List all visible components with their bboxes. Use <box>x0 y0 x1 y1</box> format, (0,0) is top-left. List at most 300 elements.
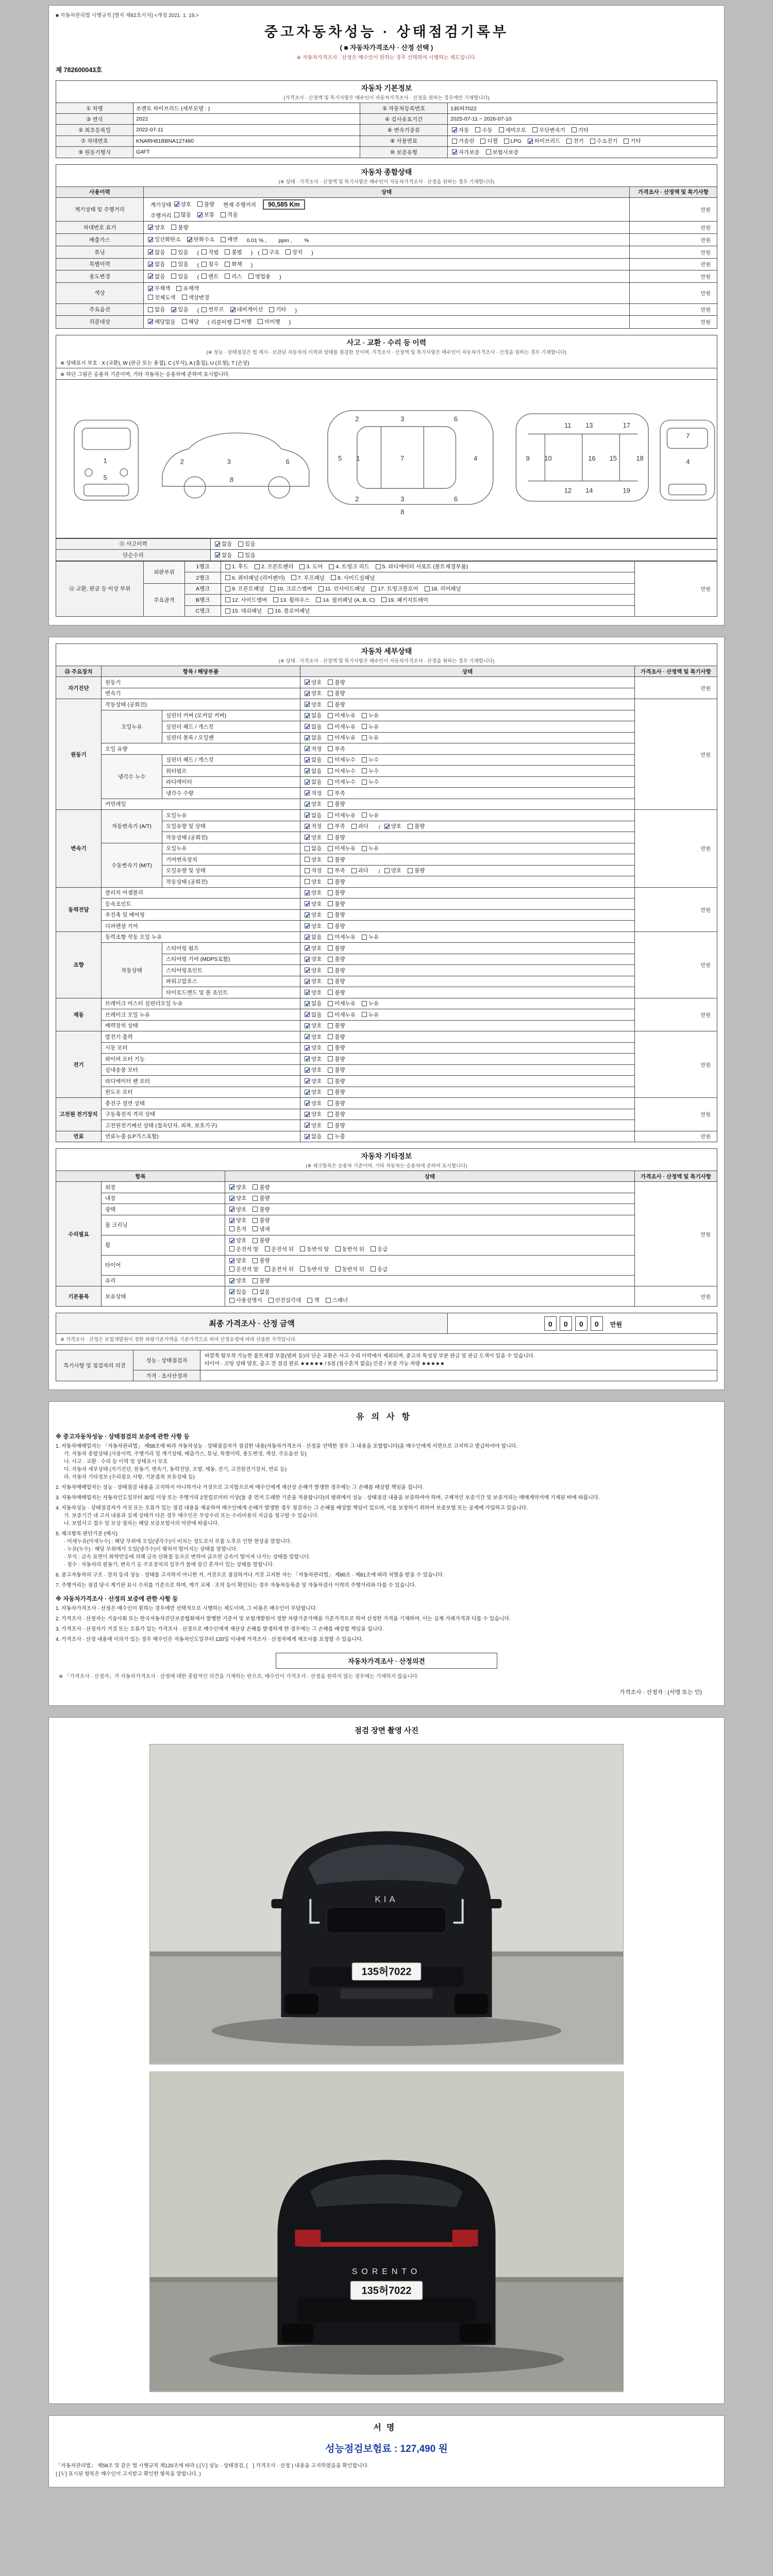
checkbox-없음[interactable] <box>253 1288 270 1296</box>
checkbox-13. 휠하우스[interactable] <box>273 596 310 604</box>
checkbox-label: 화재 <box>231 261 242 267</box>
accident-history-state <box>211 538 717 550</box>
checkbox-수동[interactable] <box>475 126 492 134</box>
checkbox-흔적[interactable] <box>229 1225 246 1233</box>
checkbox-잭[interactable] <box>307 1296 319 1304</box>
checkbox-불량[interactable] <box>328 689 345 697</box>
detail-state-cell <box>300 721 635 733</box>
car-brand-badge: KIA <box>375 1894 398 1905</box>
checkbox-불량[interactable] <box>328 989 345 996</box>
checkbox-없음[interactable] <box>305 999 322 1007</box>
checkbox-양호[interactable] <box>305 1077 322 1085</box>
checkbox-없음[interactable] <box>305 767 322 775</box>
checkbox-불법[interactable] <box>225 248 242 256</box>
checkbox-자동[interactable] <box>452 126 469 134</box>
checkbox-양호[interactable] <box>174 200 191 208</box>
checkbox-양호[interactable] <box>305 1055 322 1063</box>
checkbox-불량[interactable] <box>328 1122 345 1129</box>
price-opinion-note: ※ 「가격조사 · 산정자」가 자동차가격조사 · 산정에 대한 종합적인 의견을 기재하는 란으로, 매수인이 가격조사 · 산정을 원하지 않는 경우에는 기재하지 않습니다. <box>59 1674 419 1680</box>
checkbox-자가보증[interactable] <box>452 148 480 156</box>
checkbox-8. 사이드실패널[interactable] <box>331 574 375 582</box>
checkbox-불량[interactable] <box>328 977 345 985</box>
checkbox-누수[interactable] <box>362 778 379 786</box>
checkbox-18. 리어패널[interactable] <box>425 585 461 592</box>
checkbox-디젤[interactable] <box>480 137 497 145</box>
checkbox-전기[interactable] <box>566 137 583 145</box>
overall-state-cell <box>144 233 630 246</box>
checkbox-6. 쿼터패널 (리어펜더)[interactable] <box>225 574 285 582</box>
checkbox-미세누수[interactable] <box>328 778 356 786</box>
checkbox-냄새[interactable] <box>253 1225 270 1233</box>
checkbox-불량[interactable] <box>253 1236 270 1244</box>
checkbox-세미오토[interactable] <box>499 126 527 134</box>
accident-history-table <box>56 538 717 561</box>
checkbox-없음[interactable] <box>148 248 165 256</box>
notice-subitem: 가. 자동차 종합상태 (사용이력, 주행거리 및 계기상태, 배출가스, 튜닝, 특별이력, 용도변경, 색상, 주요옵션 등) <box>64 1451 307 1457</box>
item-cell: 와이퍼 모터 기능 <box>102 1054 300 1065</box>
checkbox-양호[interactable] <box>305 679 322 686</box>
checkbox-양호[interactable] <box>305 911 322 919</box>
unchecked-checkbox-icon <box>328 724 333 729</box>
overall-state-cell <box>144 270 630 283</box>
checkbox-불량[interactable] <box>328 834 345 841</box>
checkbox-양호[interactable] <box>305 1110 322 1118</box>
checkbox-화재[interactable] <box>225 260 242 268</box>
state-line <box>229 1296 632 1305</box>
diagram-note: ※ 하단 그림은 승용차 기준이며, 기타 자동차는 승용차에 준하여 표시합니다. <box>56 368 717 380</box>
checkbox-기타[interactable] <box>624 137 641 145</box>
checkbox-불량[interactable] <box>328 679 345 686</box>
checkbox-운전석 뒤[interactable] <box>265 1245 294 1253</box>
checkbox-label: 사용설명서 <box>236 1297 262 1303</box>
checked-checkbox-icon: ✔ <box>230 306 237 314</box>
checkbox-침수[interactable] <box>201 260 219 268</box>
checkbox-구조[interactable] <box>262 248 279 256</box>
checkbox-적음[interactable] <box>221 211 238 218</box>
price-cell: 만원 <box>635 1286 717 1307</box>
checkbox-양호[interactable] <box>305 977 322 985</box>
checkbox-동반석 뒤[interactable] <box>335 1265 365 1273</box>
unchecked-checkbox-icon <box>273 597 278 602</box>
checkbox-미세누유[interactable] <box>328 933 356 941</box>
checkbox-양호[interactable] <box>384 867 401 874</box>
checkbox-10. 크로스멤버[interactable] <box>270 585 312 592</box>
price-cell: 만원 <box>635 699 717 810</box>
checkbox-양호[interactable] <box>305 834 322 841</box>
checkbox-누유[interactable] <box>362 734 379 741</box>
item-cell: 추진축 및 베어링 <box>102 909 300 921</box>
checkbox-탄화수소[interactable] <box>187 235 215 243</box>
checkbox-양호[interactable] <box>305 856 322 863</box>
overall-state-cell <box>144 222 630 234</box>
unchecked-checkbox-icon <box>328 968 333 973</box>
checkbox-양호[interactable] <box>305 989 322 996</box>
item-cell: 변속기 <box>102 688 300 699</box>
checkbox-불량[interactable] <box>328 1110 345 1118</box>
checkbox-양호[interactable] <box>229 1257 246 1264</box>
checked-checkbox-icon: ✔ <box>305 800 311 808</box>
unchecked-checkbox-icon <box>504 139 509 144</box>
detail-form-sheet <box>48 637 725 1390</box>
checkbox-없음[interactable] <box>305 711 322 719</box>
checkbox-미세누유[interactable] <box>328 999 356 1007</box>
checkbox-누유[interactable] <box>362 811 379 819</box>
checkbox-없음[interactable] <box>305 811 322 819</box>
field-value: 2025-07-11 ~ 2026-07-10 <box>448 114 717 125</box>
checkbox-불량[interactable] <box>408 822 425 830</box>
checkbox-불량[interactable] <box>328 701 345 708</box>
checkbox-많음[interactable] <box>174 211 191 218</box>
checkbox-누수[interactable] <box>362 767 379 775</box>
checkbox-양호[interactable] <box>305 944 322 952</box>
checkbox-미세누유[interactable] <box>328 844 356 852</box>
checkbox-적정[interactable] <box>305 789 322 797</box>
unchecked-checkbox-icon <box>253 1184 258 1190</box>
checkbox-label: 7. 루프패널 <box>297 574 325 581</box>
state-text: 0.01 % , <box>246 237 267 244</box>
checkbox-4. 트렁크 리드[interactable] <box>329 563 369 570</box>
checkbox-label: 운전석 앞 <box>236 1246 259 1252</box>
checkbox-9. 프론트패널[interactable] <box>225 585 264 592</box>
checkbox-일산화탄소[interactable] <box>148 235 181 243</box>
checkbox-불량[interactable] <box>328 1055 345 1063</box>
checkbox-무단변속기[interactable] <box>532 126 565 134</box>
checkbox-동반석 뒤[interactable] <box>335 1245 365 1253</box>
checkbox-누유[interactable] <box>362 1011 379 1019</box>
state-text: ) <box>295 307 297 314</box>
state-line <box>148 235 627 245</box>
checked-checkbox-icon: ✔ <box>305 1022 311 1030</box>
checkbox-12. 사이드멤버[interactable] <box>225 596 267 604</box>
checkbox-누수[interactable] <box>362 756 379 764</box>
checkbox-양호[interactable] <box>305 701 322 708</box>
checkbox-label: 없음 <box>311 723 322 730</box>
checkbox-가솔린[interactable] <box>452 137 474 145</box>
checkbox-label: 동반석 뒤 <box>342 1266 365 1273</box>
detail-row <box>56 743 717 755</box>
checkbox-부족[interactable] <box>328 789 345 797</box>
checkbox-불량[interactable] <box>328 856 345 863</box>
checkbox-불량[interactable] <box>328 1066 345 1074</box>
checkbox-있음[interactable] <box>238 540 255 548</box>
checkbox-있음[interactable] <box>229 1288 246 1296</box>
checkbox-불량[interactable] <box>328 1099 345 1107</box>
checkbox-해당없음[interactable] <box>148 318 176 326</box>
notice-subitem: 다. 자동차 세부상태 (자기진단, 원동기, 변속기, 동력전달, 조향, 제동, 전기, 고전원전기장치, 연료 등) <box>64 1467 287 1472</box>
checkbox-양호[interactable] <box>305 1022 322 1029</box>
checkbox-불량[interactable] <box>328 967 345 974</box>
checkbox-썬루프[interactable] <box>201 306 224 313</box>
checkbox-불량[interactable] <box>408 867 425 874</box>
checkbox-없음[interactable] <box>148 306 165 313</box>
checkbox-양호[interactable] <box>305 800 322 808</box>
checkbox-19. 패키지트레이[interactable] <box>381 596 428 604</box>
unchecked-checkbox-icon <box>221 237 226 242</box>
unchecked-checkbox-icon <box>225 249 230 255</box>
checkbox-label: 색상변경 <box>188 294 210 301</box>
unchecked-checkbox-icon <box>253 1289 258 1294</box>
checkbox-불량[interactable] <box>328 955 345 963</box>
checkbox-불량[interactable] <box>328 922 345 930</box>
checkbox-부족[interactable] <box>328 867 345 874</box>
checkbox-누유[interactable] <box>362 999 379 1007</box>
checkbox-기타[interactable] <box>572 126 589 134</box>
checkbox-없음[interactable] <box>148 273 165 280</box>
checkbox-적법[interactable] <box>201 248 219 256</box>
checkbox-양호[interactable] <box>305 1122 322 1129</box>
checkbox-불량[interactable] <box>328 900 345 908</box>
checkbox-누유[interactable] <box>362 844 379 852</box>
checkbox-label: 불량 <box>334 1056 345 1062</box>
state-line <box>148 210 627 220</box>
checkbox-양호[interactable] <box>305 878 322 886</box>
item-cell: 충전구 절연 상태 <box>102 1098 300 1109</box>
unchecked-checkbox-icon <box>268 608 273 614</box>
checkbox-보통[interactable] <box>197 211 214 218</box>
checkbox-양호[interactable] <box>305 955 322 963</box>
checkbox-미세누유[interactable] <box>328 711 356 719</box>
overall-state-cell <box>144 303 630 316</box>
unchecked-checkbox-icon <box>371 1246 376 1251</box>
checkbox-누출[interactable] <box>328 1132 345 1140</box>
checkbox-불량[interactable] <box>328 944 345 952</box>
checkbox-미세누수[interactable] <box>328 767 356 775</box>
checkbox-부족[interactable] <box>328 745 345 753</box>
checkbox-리스[interactable] <box>225 273 242 280</box>
checkbox-스패너[interactable] <box>326 1296 348 1304</box>
checkbox-불량[interactable] <box>328 1044 345 1052</box>
unchecked-checkbox-icon <box>335 1266 341 1272</box>
checkbox-label: 침수 <box>208 261 219 267</box>
checkbox-누유[interactable] <box>362 723 379 731</box>
checkbox-부족[interactable] <box>328 822 345 830</box>
state-line <box>148 223 627 232</box>
checkbox-해당[interactable] <box>182 318 199 326</box>
checkbox-없음[interactable] <box>305 1011 322 1019</box>
checkbox-없음[interactable] <box>305 734 322 741</box>
premium-value: 127,490 원 <box>400 2444 448 2454</box>
checkbox-양호[interactable] <box>305 967 322 974</box>
checkbox-없음[interactable] <box>148 260 165 268</box>
car-front-grille <box>327 1907 446 1933</box>
checkbox-LPG[interactable] <box>504 138 522 144</box>
checkbox-불량[interactable] <box>328 1022 345 1029</box>
checkbox-label: 수동 <box>482 127 493 133</box>
checkbox-7. 루프패널[interactable] <box>291 574 325 582</box>
detail-header-row <box>56 666 717 677</box>
checkbox-없음[interactable] <box>305 844 322 852</box>
checkbox-양호[interactable] <box>305 1066 322 1074</box>
checkbox-있음[interactable] <box>171 306 188 313</box>
checkbox-불량[interactable] <box>328 878 345 886</box>
checkbox-안전삼각대[interactable] <box>268 1296 301 1304</box>
checkbox-양호[interactable] <box>229 1194 246 1202</box>
checked-checkbox-icon: ✔ <box>230 1216 236 1225</box>
checkbox-네비게이션[interactable] <box>230 306 263 313</box>
checkbox-응급[interactable] <box>371 1265 388 1273</box>
checkbox-유채색[interactable] <box>176 284 198 292</box>
final-price-table <box>56 1313 717 1334</box>
checkbox-불량[interactable] <box>253 1257 270 1264</box>
checkbox-운전석 앞[interactable] <box>229 1245 259 1253</box>
checked-checkbox-icon: ✔ <box>528 137 534 145</box>
checkbox-label: 양호 <box>311 701 322 708</box>
unchecked-checkbox-icon <box>307 1298 312 1303</box>
checkbox-없음[interactable] <box>305 1132 322 1140</box>
unchecked-checkbox-icon <box>253 1258 258 1263</box>
unchecked-checkbox-icon <box>265 1246 270 1251</box>
checkbox-label: 무단변속기 <box>539 127 565 133</box>
checkbox-불량[interactable] <box>253 1277 270 1284</box>
detail-state-cell <box>300 1054 635 1065</box>
car-front-right-tire <box>455 1994 489 2014</box>
price-cell: 만원 <box>630 258 717 270</box>
overall-item-label: 특별이력 <box>56 258 144 270</box>
checkbox-5. 라디에이터 서포트 (볼트체결부품)[interactable] <box>376 563 468 570</box>
overall-item-label: 주요옵션 <box>56 303 144 316</box>
checkbox-양호[interactable] <box>305 689 322 697</box>
checkbox-불량[interactable] <box>328 911 345 919</box>
field-label: ① 차명 <box>56 103 133 114</box>
checkbox-2. 프론트펜더[interactable] <box>255 563 293 570</box>
checked-checkbox-icon: ✔ <box>305 1088 311 1096</box>
unchecked-checkbox-icon <box>328 824 333 829</box>
checkbox-적정[interactable] <box>305 867 322 874</box>
checkbox-양호[interactable] <box>305 889 322 896</box>
checkbox-양호[interactable] <box>229 1183 246 1191</box>
checkbox-불량[interactable] <box>328 800 345 808</box>
price-cell: 만원 <box>635 1031 717 1098</box>
checkbox-없음[interactable] <box>305 756 322 764</box>
checkbox-14. 필러패널 (A, B, C)[interactable] <box>316 596 375 604</box>
checkbox-불량[interactable] <box>197 200 214 208</box>
checkbox-양호[interactable] <box>305 1099 322 1107</box>
car-front-left-tire <box>284 1994 318 2014</box>
checkbox-label: 누유 <box>368 1011 379 1018</box>
unchecked-checkbox-icon <box>328 890 333 895</box>
checkbox-label: 적정 <box>311 823 322 829</box>
checkbox-있음[interactable] <box>171 248 188 256</box>
detail-row <box>56 998 717 1009</box>
checkbox-없음[interactable] <box>305 778 322 786</box>
checkbox-있음[interactable] <box>238 551 255 559</box>
checkbox-렌트[interactable] <box>201 273 219 280</box>
checkbox-수소전기[interactable] <box>590 137 618 145</box>
checkbox-사용설명서[interactable] <box>229 1296 262 1304</box>
checked-checkbox-icon: ✔ <box>305 822 311 831</box>
checkbox-있음[interactable] <box>171 273 188 280</box>
checkbox-양호[interactable] <box>305 1033 322 1041</box>
state-line <box>148 248 627 257</box>
checkbox-양호[interactable] <box>305 922 322 930</box>
checkbox-label: 응급 <box>377 1266 388 1273</box>
checkbox-전체도색[interactable] <box>148 294 176 301</box>
checkbox-label: 디젤 <box>487 138 498 144</box>
checkbox-적정[interactable] <box>305 822 322 830</box>
checkbox-동반석 앞[interactable] <box>300 1245 329 1253</box>
checkbox-영업용[interactable] <box>248 273 271 280</box>
checkbox-기타[interactable] <box>269 306 286 313</box>
checkbox-불량[interactable] <box>253 1194 270 1202</box>
checkbox-장치[interactable] <box>285 248 303 256</box>
checkbox-없음[interactable] <box>305 933 322 941</box>
checkbox-양호[interactable] <box>229 1277 246 1284</box>
checkbox-없음[interactable] <box>215 551 232 559</box>
checkbox-양호[interactable] <box>305 1088 322 1096</box>
checkbox-미이행[interactable] <box>258 318 280 326</box>
checkbox-색상변경[interactable] <box>182 294 210 301</box>
state-text: ) <box>289 319 291 326</box>
checkbox-양호[interactable] <box>305 900 322 908</box>
field-label: ⑨ 원동기형식 <box>56 147 133 158</box>
checkbox-양호[interactable] <box>148 224 165 231</box>
checkbox-양호[interactable] <box>229 1206 246 1213</box>
checkbox-미세누수[interactable] <box>328 756 356 764</box>
checkbox-불량[interactable] <box>328 1088 345 1096</box>
checkbox-있음[interactable] <box>171 260 188 268</box>
item-cell: 실린더 헤드 / 개스킷 <box>162 754 300 766</box>
checkbox-label: 미세누유 <box>334 735 356 741</box>
checkbox-16. 플로어패널[interactable] <box>268 607 310 615</box>
checkbox-불량[interactable] <box>328 889 345 896</box>
checkbox-없음[interactable] <box>215 540 232 548</box>
checkbox-과다[interactable] <box>351 822 368 830</box>
checkbox-불량[interactable] <box>171 224 188 231</box>
checkbox-11. 인사이드패널[interactable] <box>318 585 365 592</box>
checkbox-미세누유[interactable] <box>328 723 356 731</box>
checkbox-동반석 앞[interactable] <box>300 1265 329 1273</box>
checkbox-불량[interactable] <box>253 1216 270 1224</box>
field-label: ⑩ 보증유형 <box>360 147 448 158</box>
checkbox-label: 미이행 <box>264 318 280 325</box>
checkbox-운전석 앞[interactable] <box>229 1265 259 1273</box>
checkbox-15. 대쉬패널[interactable] <box>225 607 262 615</box>
checkbox-17. 트렁크플로어[interactable] <box>371 585 418 592</box>
detail-state-cell <box>300 1131 635 1142</box>
checkbox-불량[interactable] <box>253 1183 270 1191</box>
checkbox-양호[interactable] <box>229 1236 246 1244</box>
checkbox-적정[interactable] <box>305 745 322 753</box>
checkbox-없음[interactable] <box>305 723 322 731</box>
checkbox-응급[interactable] <box>371 1245 388 1253</box>
checkbox-매연[interactable] <box>221 235 238 243</box>
checkbox-label: 이행 <box>241 318 252 325</box>
checkbox-미세누유[interactable] <box>328 1011 356 1019</box>
checkbox-양호[interactable] <box>305 1044 322 1052</box>
odometer-value: 90,585 Km <box>263 199 305 210</box>
checkbox-불량[interactable] <box>328 1077 345 1085</box>
checkbox-보험사보증[interactable] <box>486 148 519 156</box>
diagram-zone-number: 17 <box>623 421 630 429</box>
checkbox-미세누유[interactable] <box>328 811 356 819</box>
checkbox-label: 운전석 뒤 <box>271 1266 294 1273</box>
checkbox-하이브리드[interactable] <box>528 137 561 145</box>
checkbox-운전석 뒤[interactable] <box>265 1265 294 1273</box>
checkbox-누유[interactable] <box>362 711 379 719</box>
price-basis-note: ※ 가격조사 · 산정은 보험개발원이 정한 차량기준가액을 기준가격으로 하여 산정요령에 따라 산출한 가격입니다. <box>56 1334 717 1345</box>
checkbox-미세누유[interactable] <box>328 734 356 741</box>
checkbox-무채색[interactable] <box>148 284 170 292</box>
checkbox-불량[interactable] <box>328 1033 345 1041</box>
checkbox-1. 후드[interactable] <box>225 563 248 570</box>
checkbox-누유[interactable] <box>362 933 379 941</box>
checkbox-이행[interactable] <box>234 318 251 326</box>
checkbox-양호[interactable] <box>384 822 401 830</box>
checkbox-과다[interactable] <box>351 867 368 874</box>
checkbox-양호[interactable] <box>229 1216 246 1224</box>
checkbox-불량[interactable] <box>253 1206 270 1213</box>
checkbox-3. 도어[interactable] <box>299 563 323 570</box>
